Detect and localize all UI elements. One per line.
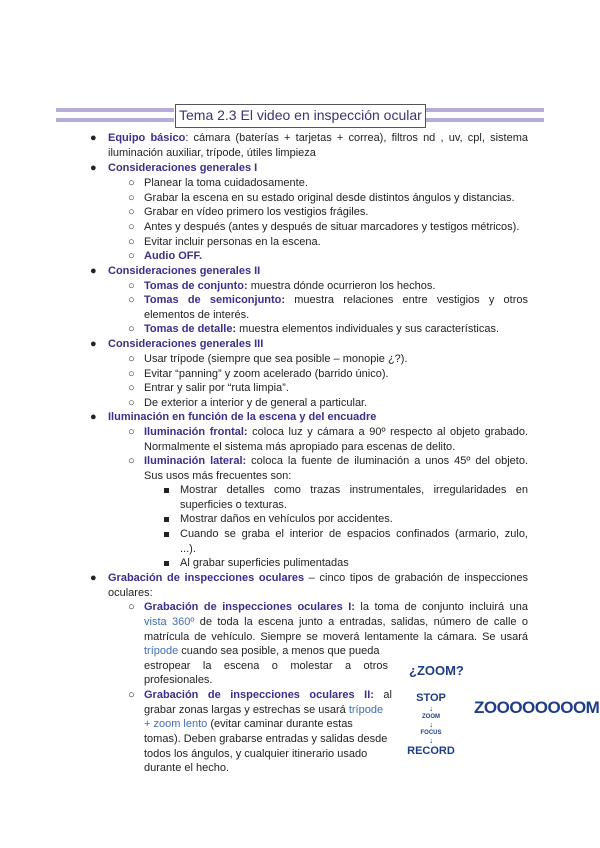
g1-line-6: profesionales.: [144, 674, 213, 686]
cg1-item: Evitar incluir personas en la escena.: [144, 236, 321, 248]
g2-line-3: [144, 717, 353, 731]
ilum-frontal-label: Iluminación frontal:: [144, 426, 248, 438]
cg2-semi-line-2: elementos de interés.: [144, 309, 250, 321]
g2-text-1: al: [373, 689, 392, 701]
g2-line-2: [144, 703, 383, 717]
cg1-heading: Consideraciones generales I: [108, 162, 258, 174]
ilum-sub-item: Mostrar daños en vehículos por accidentes.: [180, 513, 393, 525]
bullet-circle: ○: [128, 280, 135, 292]
bullet-square: [164, 532, 169, 537]
bullet-dot: ●: [90, 162, 97, 174]
ilum-sub-item: Cuando se graba el interior de espacios confinados (armario, zulo,: [180, 528, 528, 540]
g2-line-1: [144, 688, 392, 702]
g1-line-5: estropear la escena o molestar a otros: [144, 660, 388, 672]
title-band-right-bottom: [425, 118, 544, 122]
cg1-item-audio: Audio OFF.: [144, 250, 203, 262]
bullet-circle: ○: [128, 294, 135, 306]
bullet-square: [164, 561, 169, 566]
g2-line-4: tomas). Deben grabarse entradas y salidas desde: [144, 733, 388, 745]
bullet-circle: ○: [128, 455, 135, 467]
cg3-item: Usar trípode (siempre que sea posible – monopie ¿?).: [144, 353, 408, 365]
g2-text-2: grabar zonas largas y estrechas se usará: [144, 704, 349, 716]
bullet-circle: ○: [128, 382, 135, 394]
g1-blue-tripode: trípode: [144, 645, 179, 657]
bullet-circle: ○: [128, 206, 135, 218]
flow-record: RECORD: [407, 745, 455, 757]
cg2-detalle: [144, 322, 499, 336]
cg2-conjunto-label: Tomas de conjunto:: [144, 280, 248, 292]
cg1-item: Grabar la escena en su estado original desde distintos ángulos y distancias.: [144, 192, 515, 204]
ilum-frontal-line-1: [144, 425, 528, 439]
bullet-circle: ○: [128, 368, 135, 380]
bullet-dot: ●: [90, 265, 97, 277]
g2-line-6: durante el hecho.: [144, 762, 230, 774]
cg2-semi-text-1: muestra relaciones entre vestigios y otros: [285, 294, 528, 306]
equipo-text-1: : cámara (baterías + tarjetas + correa), filtros nd , uv, cpl, sistema: [185, 132, 528, 144]
bullet-circle: ○: [128, 192, 135, 204]
ilum-lateral-label: Iluminación lateral:: [144, 455, 247, 467]
g1-text-4: cuando sea posible, a menos que pueda: [178, 645, 380, 657]
ilum-sub-item: Al grabar superficies pulimentadas: [180, 557, 349, 569]
g2-blue-tripode: trípode: [348, 704, 384, 716]
title-band-left-bottom: [56, 118, 174, 122]
g1-blue-vista: vista 360º: [144, 616, 195, 628]
bullet-circle: ○: [128, 397, 135, 409]
grab-label: Grabación de inspecciones oculares: [108, 572, 305, 584]
equipo-label: Equipo básico: [108, 132, 186, 144]
grab-text-1: – cinco tipos de grabación de inspecciones: [304, 572, 528, 584]
bullet-circle: ○: [128, 250, 135, 262]
bullet-dot: ●: [90, 338, 97, 350]
zoom-question-label: ¿ZOOM?: [409, 663, 464, 678]
bullet-dot: ●: [90, 132, 97, 144]
title-band-left-top: [56, 108, 174, 112]
equipo-line-1: [108, 131, 528, 145]
bullet-square: [164, 517, 169, 522]
ilum-sub-item-cont: superficies o texturas.: [180, 499, 287, 511]
bullet-square: [164, 488, 169, 493]
grab-line-1: [108, 571, 528, 585]
zoom-long-label: ZOOOOOOOOM: [474, 698, 600, 717]
bullet-circle: ○: [128, 601, 135, 613]
bullet-circle: ○: [128, 221, 135, 233]
cg3-item: Entrar y salir por “ruta limpia”.: [144, 382, 289, 394]
down-arrow-icon: ↓: [429, 720, 433, 729]
bullet-dot: ●: [90, 572, 97, 584]
g1-text-2: de toda la escena junto a entradas, salidas, número de calle o: [194, 616, 528, 628]
equipo-line-2: iluminación auxiliar, trípode, útiles limpieza: [108, 147, 316, 159]
g1-line-1: [144, 600, 528, 614]
ilum-sub-item: Mostrar detalles como trazas instrumentales, irregularidades en: [180, 484, 528, 496]
g1-line-2: [144, 615, 528, 629]
cg2-heading: Consideraciones generales II: [108, 265, 261, 277]
grab-line-2: oculares:: [108, 587, 153, 599]
cg2-semi-label: Tomas de semiconjunto:: [144, 294, 286, 306]
bullet-circle: ○: [128, 236, 135, 248]
g2-label: Grabación de inspecciones oculares II:: [144, 689, 374, 701]
ilum-heading: Iluminación en función de la escena y del encuadre: [108, 411, 377, 423]
bullet-circle: ○: [128, 353, 135, 365]
cg1-item: Antes y después (antes y después de situar marcadores y testigos métricos).: [144, 221, 520, 233]
flow-stop: STOP: [416, 692, 446, 704]
g2-blue-zoom: + zoom lento: [144, 718, 208, 730]
cg1-item: Planear la toma cuidadosamente.: [144, 177, 308, 189]
ilum-lateral-line-2: Sus usos más frecuentes son:: [144, 470, 292, 482]
cg2-detalle-label: Tomas de detalle:: [144, 323, 237, 335]
g1-label: Grabación de inspecciones oculares I:: [144, 601, 355, 613]
recording-flow-graphic: [405, 692, 457, 758]
cg3-item: De exterior a interior y de general a particular.: [144, 397, 368, 409]
g1-text-1: la toma de conjunto incluirá una: [354, 601, 528, 613]
cg1-item: Grabar en vídeo primero los vestigios frágiles.: [144, 206, 369, 218]
g2-text-3: (evitar caminar durante estas: [207, 718, 353, 730]
down-arrow-icon: ↓: [429, 704, 433, 713]
down-arrow-icon: ↓: [429, 736, 433, 745]
page-title: Tema 2.3 El video en inspección ocular: [179, 107, 422, 123]
ilum-lateral-line-1: [144, 454, 528, 468]
bullet-circle: ○: [128, 323, 135, 335]
ilum-frontal-line-2: Normalmente el sistema más apropiado para escenas de delito.: [144, 441, 456, 453]
cg2-conjunto: [144, 279, 435, 293]
cg3-item: Evitar “panning” y zoom acelerado (barrido único).: [144, 368, 389, 380]
flow-focus: FOCUS: [420, 730, 442, 736]
ilum-lateral-text-1: coloca la fuente de iluminación a unos 45º del objeto.: [246, 455, 529, 467]
g2-line-5: todos los ángulos, y cualquier itinerario usado: [144, 748, 368, 760]
ilum-frontal-text-1: coloca luz y cámara a 90º respecto al objeto grabado.: [247, 426, 528, 438]
title-band-right-top: [425, 108, 544, 112]
cg2-semi-line-1: [144, 293, 528, 307]
bullet-circle: ○: [128, 689, 135, 701]
bullet-dot: ●: [90, 411, 97, 423]
cg2-conjunto-text: muestra dónde ocurrieron los hechos.: [247, 280, 436, 292]
cg3-heading: Consideraciones generales III: [108, 338, 264, 350]
bullet-circle: ○: [128, 177, 135, 189]
cg2-detalle-text: muestra elementos individuales y sus características.: [236, 323, 499, 335]
ilum-sub-item-cont: ...).: [180, 543, 196, 555]
g1-line-3: matrícula de vehículo. Siempre se moverá lentamente la cámara. Se usará: [144, 631, 528, 643]
bullet-circle: ○: [128, 426, 135, 438]
g1-line-4: [144, 644, 379, 658]
flow-zoom: ZOOM: [422, 714, 440, 720]
